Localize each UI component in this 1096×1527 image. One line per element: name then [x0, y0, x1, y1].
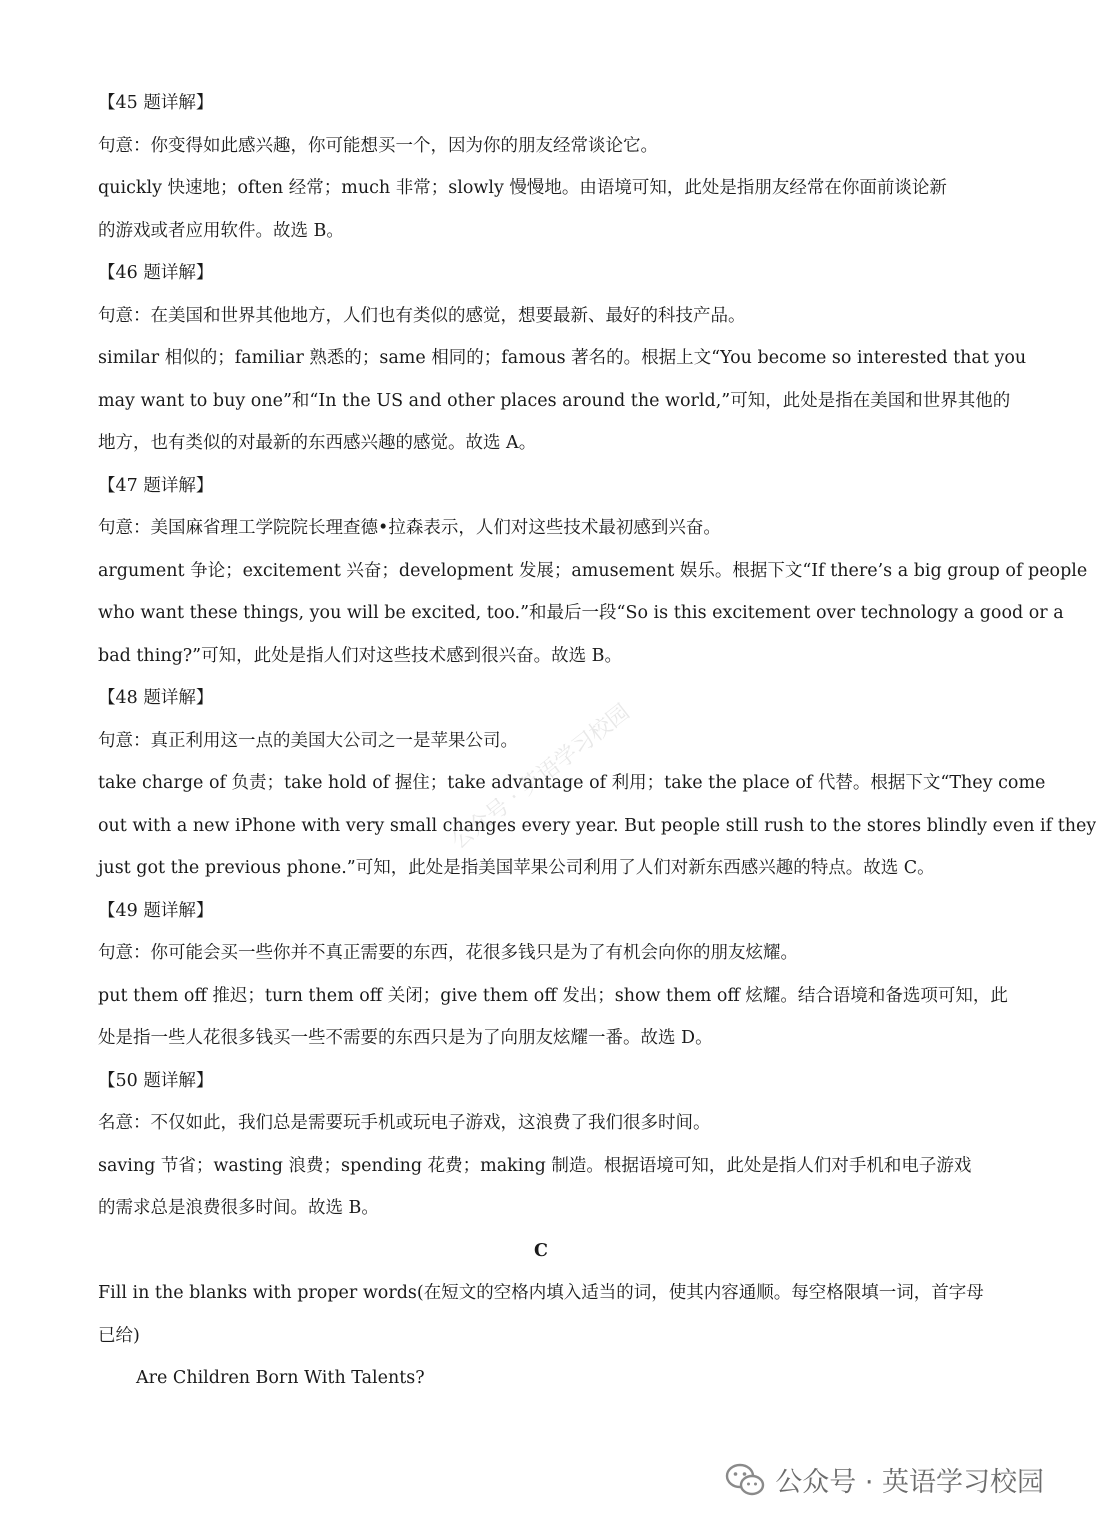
paragraph-line: 句意：真正利用这一点的美国大公司之一是苹果公司。	[98, 730, 518, 751]
paragraph-line: put them off 推迟；turn them off 关闭；give them off 发出；show them off 炫耀。结合语境和备选项可知，此	[98, 985, 1008, 1006]
paragraph-line: who want these things, you will be excited, too.”和最后一段“So is this excitement over technology a good or a	[98, 603, 1064, 623]
paragraph-line: 处是指一些人花很多钱买一些不需要的东西只是为了向朋友炫耀一番。故选 D。	[98, 1028, 713, 1048]
section-46	[98, 252, 1027, 465]
footer-watermark	[725, 1460, 1044, 1499]
section-heading: 【48 题详解】	[98, 688, 214, 708]
section-heading: 【45 题详解】	[98, 93, 214, 113]
section-47	[98, 465, 1088, 678]
document-page	[98, 82, 1096, 1400]
paragraph-line: just got the previous phone.”可知，此处是指美国苹果公司利用了人们对新东西感兴趣的特点。故选 C。	[98, 858, 935, 878]
paragraph-line: 句意：美国麻省理工学院院长理查德•拉森表示，人们对这些技术最初感到兴奋。	[98, 518, 721, 538]
paragraph-line: similar 相似的；familiar 熟悉的；same 相同的；famous 著名的。根据上文“You become so interested that you	[98, 348, 1027, 368]
paragraph-line: bad thing?”可知，此处是指人们对这些技术感到很兴奋。故选 B。	[98, 645, 623, 666]
part-c-label: C	[534, 1240, 548, 1261]
paragraph-line: out with a new iPhone with very small changes every year. But people still rush to the stores blindly even if they	[98, 815, 1096, 836]
section-heading: 【46 题详解】	[98, 263, 214, 283]
paragraph-line: 句意：在美国和世界其他地方，人们也有类似的感觉，想要最新、最好的科技产品。	[98, 305, 746, 326]
paragraph-line: take charge of 负责；take hold of 握住；take advantage of 利用；take the place of 代替。根据下文“They come	[98, 773, 1046, 793]
paragraph-line: 句意：你可能会买一些你并不真正需要的东西，花很多钱只是为了有机会向你的朋友炫耀。	[98, 943, 798, 963]
wechat-icon	[725, 1463, 765, 1497]
instruction-line: 已给)	[98, 1325, 140, 1346]
watermark-text: 公众号 · 英语学习校园	[446, 699, 635, 855]
instruction-line: Fill in the blanks with proper words(在短文的空格内填入适当的词，使其内容通顺。每空格限填一词，首字母	[98, 1283, 984, 1303]
paragraph-line: 的游戏或者应用软件。故选 B。	[98, 220, 344, 241]
section-heading: 【47 题详解】	[98, 475, 214, 496]
paragraph-line: 句意：你变得如此感兴趣，你可能想买一个，因为你的朋友经常谈论它。	[98, 135, 658, 156]
section-heading: 【50 题详解】	[98, 1070, 214, 1091]
part-c	[98, 1230, 984, 1400]
passage-title: Are Children Born With Talents?	[136, 1368, 425, 1388]
paragraph-line: argument 争论；excitement 兴奋；development 发展；amusement 娱乐。根据下文“If there’s a big group of people	[98, 560, 1088, 581]
paragraph-line: 的需求总是浪费很多时间。故选 B。	[98, 1198, 379, 1218]
footer-watermark-text: 公众号 · 英语学习校园	[775, 1467, 1044, 1498]
paragraph-line: saving 节省；wasting 浪费；spending 花费；making 制造。根据语境可知，此处是指人们对手机和电子游戏	[98, 1155, 972, 1176]
paragraph-line: quickly 快速地；often 经常；much 非常；slowly 慢慢地。由语境可知，此处是指朋友经常在你面前谈论新	[98, 178, 947, 198]
section-45	[98, 82, 984, 252]
paragraph-line: may want to buy one”和“In the US and other places around the world,”可知，此处是指在美国和世界其他的	[98, 390, 1011, 411]
section-heading: 【49 题详解】	[98, 900, 214, 921]
paragraph-line: 地方，也有类似的对最新的东西感兴趣的感觉。故选 A。	[98, 433, 537, 453]
section-50	[98, 1060, 984, 1230]
paragraph-line: 名意：不仅如此，我们总是需要玩手机或玩电子游戏，这浪费了我们很多时间。	[98, 1113, 711, 1133]
section-49	[98, 890, 1008, 1060]
